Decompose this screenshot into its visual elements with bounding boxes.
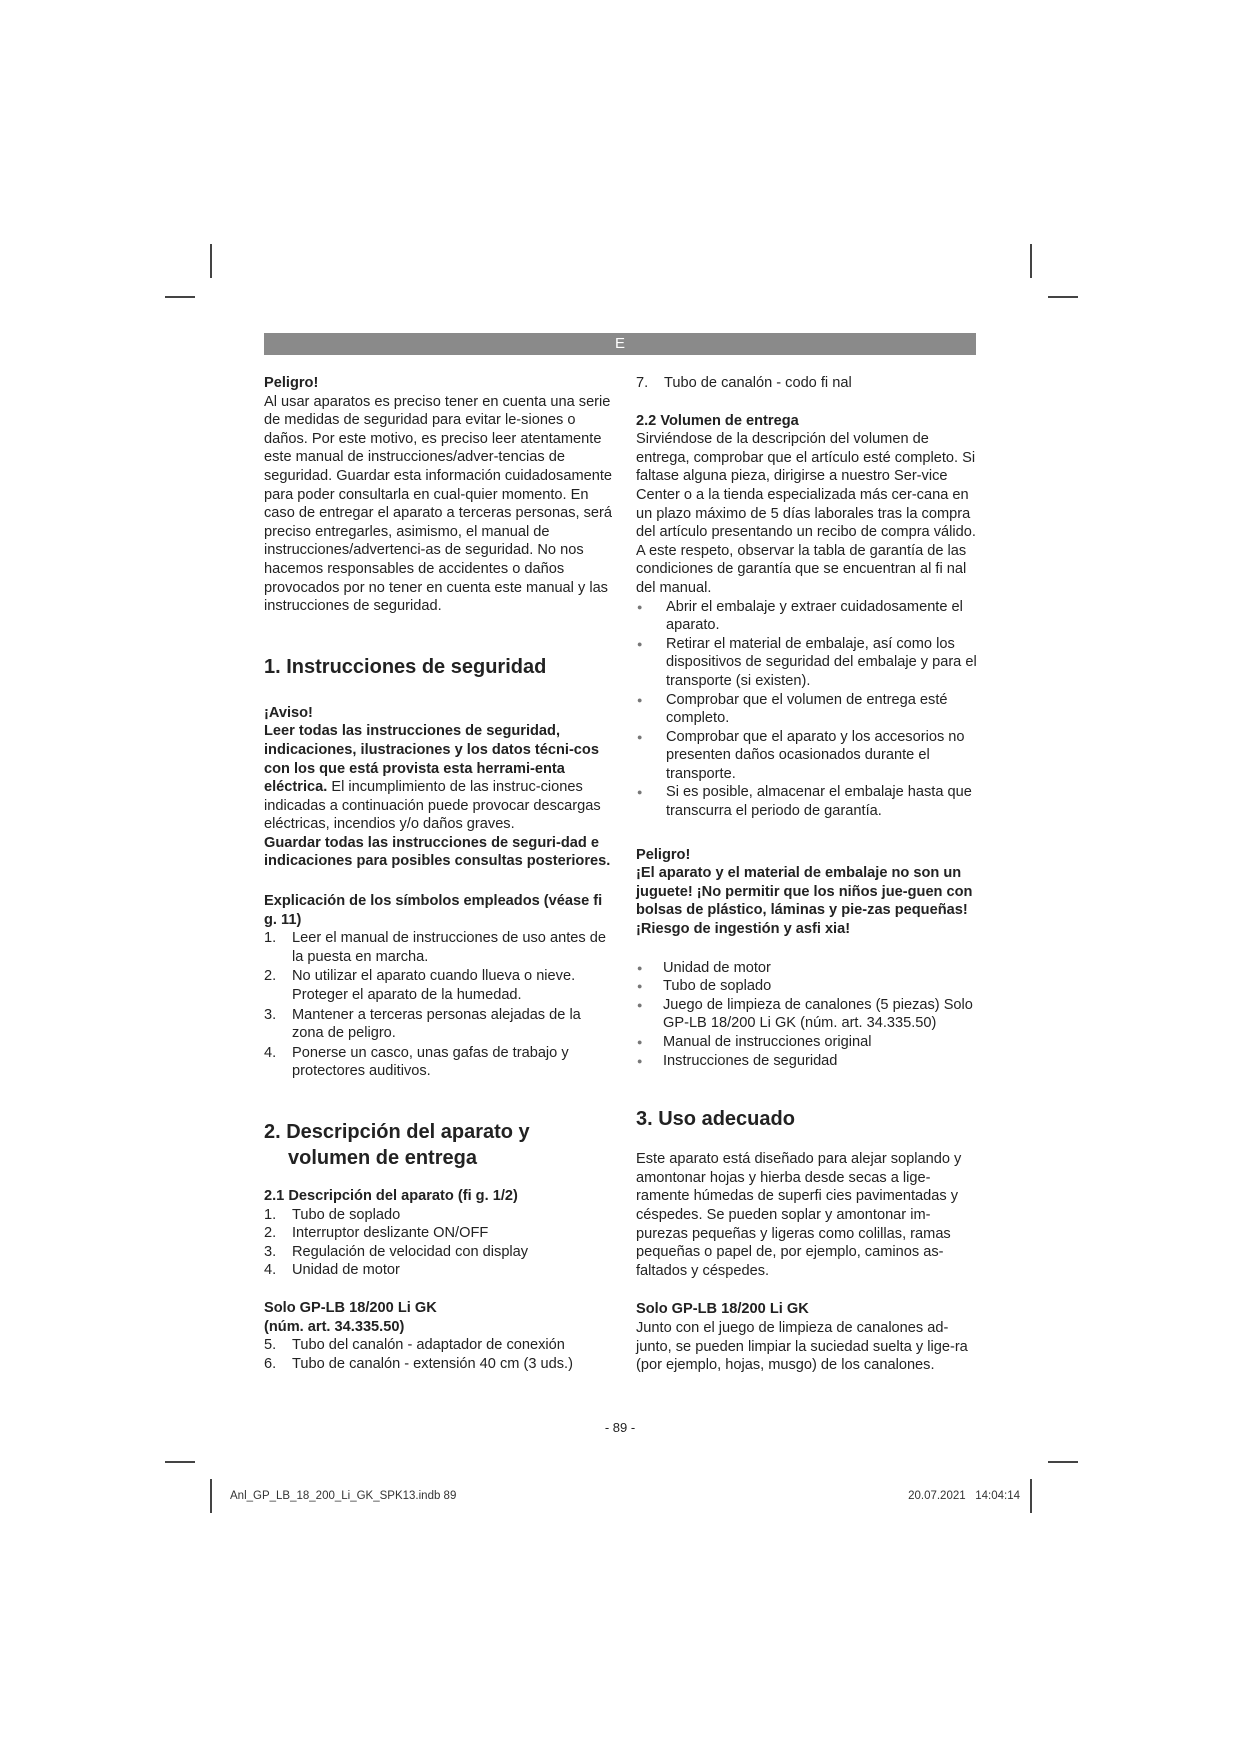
language-code: E <box>614 335 625 352</box>
crop-mark-top-left-horizontal <box>165 296 195 298</box>
list-item <box>264 1243 614 1262</box>
list-text: Mantener a terceras personas alejadas de la zona de peligro. <box>292 1006 581 1042</box>
list-text: Leer el manual de instrucciones de uso antes de la puesta en marcha. <box>292 930 606 965</box>
list-number: 3. <box>264 1006 277 1023</box>
crop-mark-top-right-vertical <box>1030 244 1032 278</box>
list-item <box>264 1044 614 1081</box>
list-text: Tubo del canalón - adaptador de conexión <box>292 1337 565 1354</box>
list-number: 7. <box>636 375 649 391</box>
list-text: Unidad de motor <box>292 1262 400 1279</box>
delivery-contents-list <box>636 959 981 1071</box>
list-text: Regulación de velocidad con display <box>292 1243 529 1260</box>
unpacking-steps-list <box>636 598 981 821</box>
list-text: Tubo de canalón - codo fi nal <box>664 375 852 391</box>
subsection-2-2-text: Sirviéndose de la descripción del volumen de entrega, comprobar que el artículo esté completo. Si faltase alguna pieza, dirigirse a nuestro Ser-vice Center o a la tienda especializada más cer-cana en un plazo máximo de 5 días laborales tras la compra del artículo presentando un recibo de compra válido. A este respeto, observar la tabla de garantía de las condiciones de garantía que se encuentran al fi nal del manual. <box>636 431 976 596</box>
list-item <box>264 1224 614 1243</box>
list-item <box>264 1336 614 1355</box>
list-number: 4. <box>264 1262 277 1279</box>
list-item <box>264 929 614 966</box>
list-item <box>636 374 981 393</box>
list-item <box>264 1206 614 1225</box>
list-text: Tubo de soplado <box>292 1206 401 1223</box>
solo-2-title: Solo GP-LB 18/200 Li GK <box>636 1301 809 1318</box>
list-item <box>264 1261 614 1280</box>
list-number: 4. <box>264 1044 277 1061</box>
list-text: Interruptor deslizante ON/OFF <box>292 1225 489 1242</box>
bullet-item: ● Retirar el material de embalaje, así como los dispositivos de seguridad del embalaje y para el transporte (si existen). <box>636 635 981 691</box>
bullet-item: ● Abrir el embalaje y extraer cuidadosamente el aparato. <box>636 598 981 635</box>
bullet-item: ● Instrucciones de seguridad <box>636 1052 981 1071</box>
crop-mark-bottom-right-horizontal <box>1048 1461 1078 1463</box>
print-time: 14:04:14 <box>975 1490 1020 1502</box>
list-number: 2. <box>264 1225 277 1242</box>
list-item <box>264 1355 614 1374</box>
list-text: Ponerse un casco, unas gafas de trabajo y protectores auditivos. <box>292 1044 569 1080</box>
list-number: 1. <box>264 1206 277 1223</box>
crop-mark-bottom-right-vertical <box>1030 1479 1032 1513</box>
aviso-bold-text: Leer todas las instrucciones de seguridad, indicaciones, ilustraciones y los datos técni-cos con los que está provista esta herrami-enta eléctrica. <box>264 723 599 796</box>
aviso-text: El incumplimiento de las instruc-ciones indicadas a continuación puede provocar descargas eléctricas, incendios y/o daños graves. <box>264 779 601 833</box>
solo-2-text: Junto con el juego de limpieza de canalones ad-junto, se pueden limpiar la suciedad suelta y lige-ra (por ejemplo, hojas, musgo) de los canalones. <box>636 1319 968 1374</box>
list-number: 1. <box>264 930 277 947</box>
section-1-title: 1. Instrucciones de seguridad <box>264 655 547 678</box>
bullet-item: ● Juego de limpieza de canalones (5 piezas) Solo GP-LB 18/200 Li GK (núm. art. 34.335.50) <box>636 996 981 1033</box>
parts-list <box>264 1206 614 1280</box>
crop-mark-top-left-vertical <box>210 244 212 278</box>
bullet-item: ● Comprobar que el volumen de entrega esté completo. <box>636 691 981 728</box>
parts-list-3 <box>636 374 981 393</box>
list-number: 3. <box>264 1243 277 1260</box>
section-3-title: 3. Uso adecuado <box>636 1108 795 1131</box>
section-3-text: Este aparato está diseñado para alejar soplando y amontonar hojas y hierba desde secas a lige-ramente húmedas de superfi cies pavimentadas y céspedes. Se pueden soplar y amontonar im-purezas pequeñas y ligeras como colillas, ramas pequeñas o papel de, por ejemplo, caminos as-faltados y céspedes. <box>636 1151 962 1279</box>
danger-2-text: ¡El aparato y el material de embalaje no son un juguete! ¡No permitir que los niños jue-guen con bolsas de plástico, láminas y pie-zas pequeñas! ¡Riesgo de ingestión y asfi xia! <box>636 865 973 938</box>
list-item <box>264 967 614 1004</box>
crop-mark-top-right-horizontal <box>1048 296 1078 298</box>
right-column <box>636 374 981 1375</box>
danger-text: Al usar aparatos es preciso tener en cuenta una serie de medidas de seguridad para evitar le-siones o daños. Por este motivo, es preciso leer atentamente este manual de instrucciones/adver-tencias de seguridad. Guardar esta información cuidadosamente para poder consultarla en cual-quier momento. En caso de entregar el aparato a terceras personas, será preciso entregarles, asimismo, el manual de instrucciones/advertenci-as de seguridad. No nos hacemos responsables de accidentes o daños provocados por no tener en cuenta este manual y las instrucciones de seguridad. <box>264 393 613 615</box>
crop-mark-bottom-left-horizontal <box>165 1461 195 1463</box>
list-number: 2. <box>264 968 277 985</box>
left-column <box>264 374 614 1373</box>
crop-mark-bottom-left-vertical <box>210 1479 212 1513</box>
solo-title: Solo GP-LB 18/200 Li GK <box>264 1299 437 1316</box>
bullet-item: ● Tubo de soplado <box>636 977 981 996</box>
list-text: No utilizar el aparato cuando llueva o nieve. Proteger el aparato de la humedad. <box>292 968 576 1004</box>
list-text: Tubo de canalón - extensión 40 cm (3 uds.) <box>292 1355 573 1372</box>
file-name: Anl_GP_LB_18_200_Li_GK_SPK13.indb 89 <box>230 1490 457 1502</box>
subsection-2-1-title: 2.1 Descripción del aparato (fi g. 1/2) <box>264 1188 518 1204</box>
parts-list-2 <box>264 1336 614 1373</box>
aviso-title: ¡Aviso! <box>264 704 313 721</box>
bullet-item: ● Comprobar que el aparato y los accesorios no presenten daños ocasionados durante el transporte. <box>636 728 981 784</box>
list-item <box>264 1006 614 1043</box>
subsection-2-2-title: 2.2 Volumen de entrega <box>636 412 799 429</box>
bullet-item: ● Unidad de motor <box>636 959 981 978</box>
symbols-list <box>264 929 614 1081</box>
bullet-item: ● Manual de instrucciones original <box>636 1033 981 1052</box>
solo-article-number: (núm. art. 34.335.50) <box>264 1318 405 1335</box>
symbols-title: Explicación de los símbolos empleados (véase fi g. 11) <box>264 893 603 928</box>
section-2-title: 2. Descripción del aparato y volumen de entrega <box>264 1121 530 1169</box>
list-number: 5. <box>264 1337 277 1354</box>
danger-title: Peligro! <box>264 375 319 391</box>
print-date: 20.07.2021 <box>908 1490 966 1502</box>
list-number: 6. <box>264 1355 277 1372</box>
bullet-item: ● Si es posible, almacenar el embalaje hasta que transcurra el periodo de garantía. <box>636 783 981 820</box>
page-number: - 89 - <box>604 1420 636 1435</box>
print-timestamp <box>880 1490 1020 1502</box>
aviso-bold-text-2: Guardar todas las instrucciones de seguri-dad e indicaciones para posibles consultas posteriores. <box>264 834 611 870</box>
aviso-paragraph <box>264 722 614 834</box>
danger-2-title: Peligro! <box>636 846 691 863</box>
language-header-bar <box>264 333 976 355</box>
